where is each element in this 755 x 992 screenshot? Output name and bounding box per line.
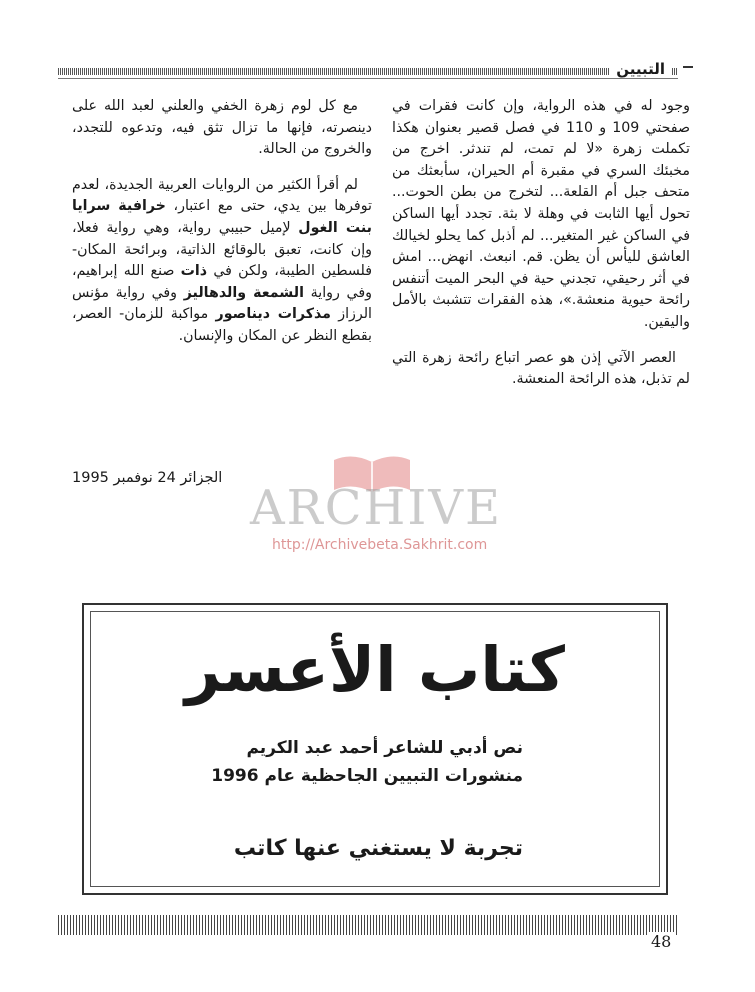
book-title: ذات bbox=[180, 263, 208, 280]
advert-author-line: نص أدبي للشاعر أحمد عبد الكريم bbox=[246, 738, 523, 758]
right-column-paragraph-2: العصر الآتي إذن هو عصر اتباع رائحة زهرة التي لم تذبل، هذه الرائحة المنعشة. bbox=[392, 349, 690, 388]
dateline: الجزائر 24 نوفمبر 1995 bbox=[72, 470, 223, 486]
book-title: خرافية سرايا بنت الغول bbox=[72, 198, 372, 236]
journal-title: التبيين bbox=[610, 60, 671, 78]
watermark-text: ARCHIVE bbox=[250, 480, 503, 536]
book-title: الشمعة والدهاليز bbox=[183, 284, 304, 301]
left-column-paragraph-2 bbox=[72, 175, 372, 348]
left-column bbox=[72, 96, 372, 348]
footer-rule bbox=[58, 915, 678, 935]
advert-publisher-line: منشورات التبيين الجاحظية عام 1996 bbox=[211, 766, 523, 786]
book-title: مذكرات ديناصور bbox=[215, 306, 331, 323]
text-run: لم أقرأ الكثير من الروايات العربية الجديدة، لعدم توفرها بين يدي، حتى مع اعتبار، bbox=[72, 176, 372, 215]
text-run: مواكبة للزمان- العصر، بقطع النظر عن المكان والإنسان. bbox=[72, 306, 372, 344]
page-number: 48 bbox=[648, 932, 674, 951]
header-rule-thin bbox=[58, 78, 678, 79]
left-column-paragraph-1: مع كل لوم زهرة الخفي والعلني لعبد الله على دينصرته، فإنها ما تزال تثق فيه، وتدعوه للتجدد، والخروج من الحالة. bbox=[72, 98, 372, 158]
right-column bbox=[392, 96, 690, 391]
text-run: لإميل حبيبي رواية، وهي رواية فعلا، وإن كانت، تعبق بالوقائع الذاتية، وبرائحة المكان- فلسطين الطيبة، ولكن في bbox=[72, 219, 372, 280]
header-rule bbox=[58, 68, 678, 75]
watermark-url: http://Archivebeta.Sakhrit.com bbox=[272, 537, 488, 553]
advert-tagline: تجربة لا يستغني عنها كاتب bbox=[233, 836, 523, 861]
advert-title: كتاب الأعسر bbox=[185, 633, 565, 706]
text-run: صنع الله إبراهيم، وفي رواية bbox=[72, 263, 372, 301]
right-column-paragraph-1: وجود له في هذه الرواية، وإن كانت فقرات في صفحتي 109 و 110 في فصل قصير بعنوان هكذا تكملت زهرة «لا لم تمت، لم تندثر. اخرج من مخبئك السري في مقبرة أم الحيران، سأبعثك من متحف جبل أم القلعة... لتخرج من بطن الحوت... تحول أيها الثابت في وهلة لا بثة. تجدد أيها الساكن في الساكن غير المتغير... لم أذبل كما يحلو لخيالك العاشق لليأس أن يظن. قم. انبعث. انهض... امش في أثر رحيقي، تجدني حية في البحر الميت أتنفس رائحة حيوية منعشة.»، هذه الفقرات تتشبث بالأمل واليقين. bbox=[392, 98, 691, 330]
text-run: وفي رواية مؤنس الرزاز bbox=[72, 284, 372, 323]
header-dash bbox=[683, 66, 693, 68]
